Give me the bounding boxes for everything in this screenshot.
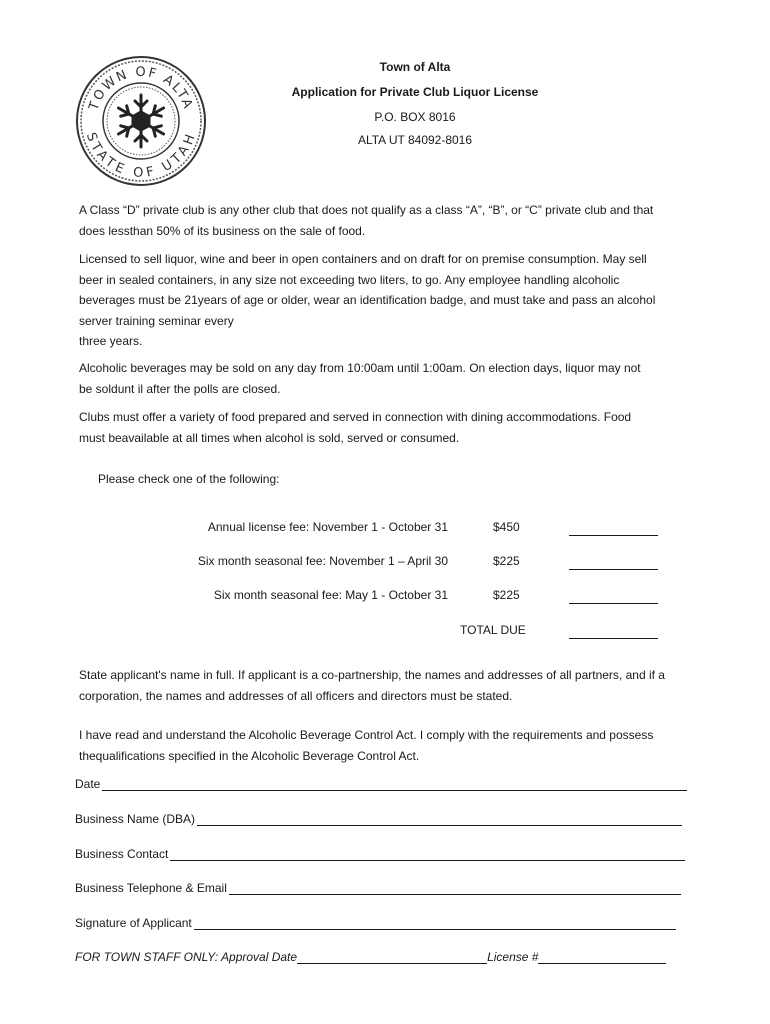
paragraph-hours [79, 358, 699, 399]
text-line: I have read and understand the Alcoholic Beverage Control Act. I comply with the requirements and possess [79, 728, 654, 742]
seal-bottom-text: STATE OF UTAH [82, 130, 200, 181]
business-phone-field[interactable] [75, 881, 681, 895]
date-field[interactable] [75, 777, 687, 791]
text-line: thequalifications specified in the Alcoholic Beverage Control Act. [79, 748, 420, 763]
fee-amount-winter: $225 [493, 554, 520, 568]
business-contact-line[interactable] [170, 848, 685, 861]
fee-label-summer: Six month seasonal fee: May 1 - October 31 [213, 588, 448, 602]
paragraph-license-scope [79, 249, 699, 352]
business-phone-line[interactable] [229, 882, 681, 895]
text-line: server training seminar every [79, 313, 234, 328]
text-line: Licensed to sell liquor, wine and beer in open containers and on draft for on premise consumption. May sell [79, 252, 647, 266]
text-line: must beavailable at all times when alcohol is sold, served or consumed. [79, 430, 460, 445]
fee-check-annual[interactable] [569, 521, 658, 536]
approval-date-line[interactable] [297, 951, 487, 964]
text-line: Clubs must offer a variety of food prepared and served in connection with dining accommodations. Food [79, 410, 632, 424]
fee-amount-summer: $225 [493, 588, 520, 602]
paragraph-applicant-name [79, 665, 699, 706]
date-label: Date [75, 777, 101, 791]
text-line: corporation, the names and addresses of all officers and directors must be stated. [79, 688, 513, 703]
approval-date-label: FOR TOWN STAFF ONLY: Approval Date [75, 950, 298, 964]
business-name-label: Business Name (DBA) [75, 812, 196, 826]
fee-label-annual: Annual license fee: November 1 - October 31 [207, 520, 448, 534]
header-town: Town of Alta [379, 60, 451, 74]
total-due-label: TOTAL DUE [460, 623, 526, 637]
license-number-line[interactable] [538, 951, 666, 964]
business-contact-field[interactable] [75, 847, 685, 861]
text-line: three years. [79, 334, 143, 348]
town-seal [74, 54, 208, 188]
check-prompt: Please check one of the following: [98, 472, 280, 486]
page-title: Application for Private Club Liquor License [291, 85, 539, 99]
snowflake-icon [115, 95, 166, 147]
business-name-line[interactable] [197, 813, 682, 826]
text-line: be soldunt il after the polls are closed. [79, 381, 281, 396]
paragraph-food [79, 407, 699, 448]
signature-label: Signature of Applicant [75, 916, 192, 930]
staff-only-row [75, 950, 666, 964]
fee-check-summer[interactable] [569, 589, 658, 604]
signature-field[interactable] [75, 916, 676, 930]
business-contact-label: Business Contact [75, 847, 169, 861]
total-due-field[interactable] [569, 624, 658, 639]
business-phone-label: Business Telephone & Email [75, 881, 227, 895]
seal-top-text: TOWN OF ALTA [86, 64, 196, 113]
text-line: beverages must be 21years of age or older, wear an identification badge, and must take and pass an alcohol [79, 293, 656, 307]
date-line[interactable] [102, 778, 687, 791]
license-number-label: License # [487, 950, 539, 964]
signature-line[interactable] [194, 917, 676, 930]
fee-check-winter[interactable] [569, 555, 658, 570]
fee-amount-annual: $450 [493, 520, 520, 534]
text-line: A Class “D” private club is any other club that does not qualify as a class “A”, “B”, or “C” private club and that [79, 203, 654, 217]
header-city: ALTA UT 84092-8016 [357, 133, 473, 147]
text-line: beer in sealed containers, in any size not exceeding two liters, to go. Any employee handling alcoholic [79, 272, 620, 287]
business-name-field[interactable] [75, 812, 682, 826]
text-line: Alcoholic beverages may be sold on any day from 10:00am until 1:00am. On election days, liquor may not [79, 361, 641, 375]
paragraph-acknowledgement [79, 725, 699, 766]
text-line: State applicant's name in full. If applicant is a co-partnership, the names and addresses of all partners, and if a [79, 668, 665, 682]
paragraph-class-d [79, 200, 699, 241]
text-line: does lessthan 50% of its business on the sale of food. [79, 223, 366, 238]
header-po-box: P.O. BOX 8016 [374, 110, 456, 124]
fee-label-winter: Six month seasonal fee: November 1 – April 30 [197, 554, 448, 568]
